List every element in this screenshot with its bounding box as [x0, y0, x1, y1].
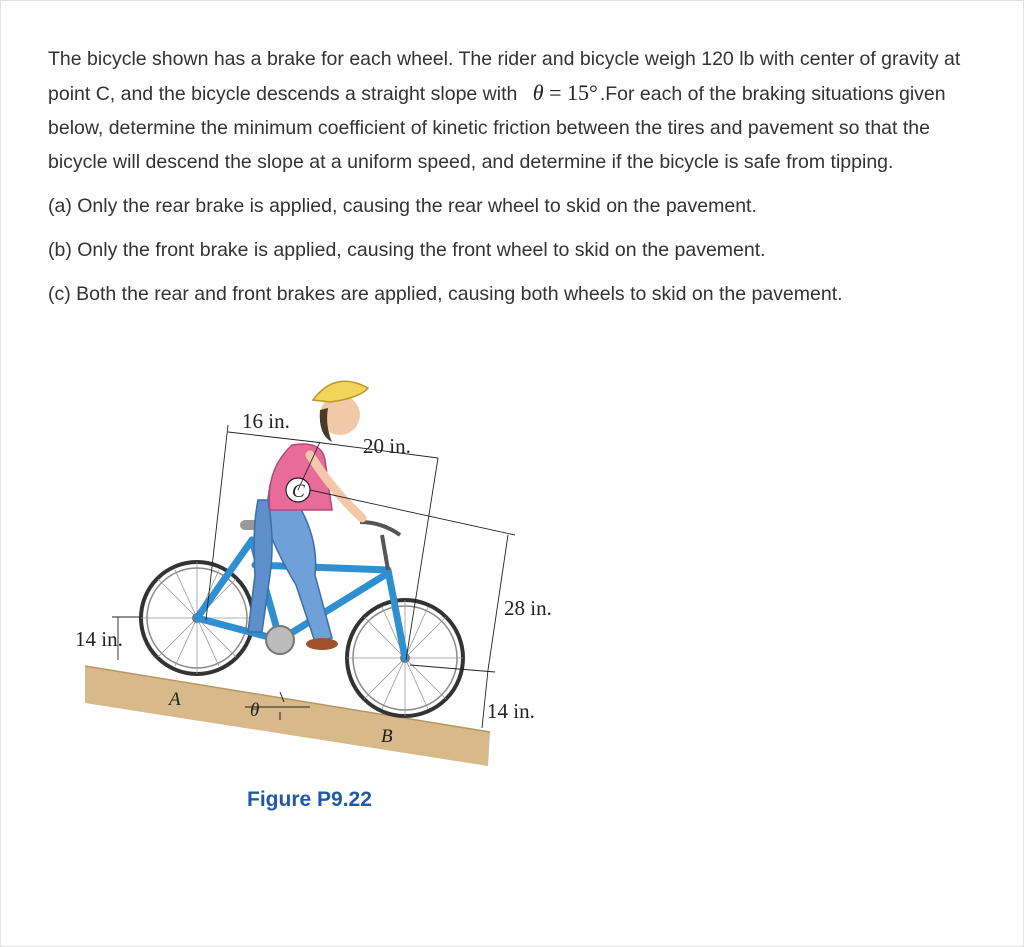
label-16-in: 16 in. — [242, 409, 290, 433]
part-b: (b) Only the front brake is applied, causing the front wheel to skid on the pavement. — [48, 239, 766, 261]
point-a-label: A — [169, 689, 181, 710]
point-b-label: B — [381, 726, 393, 747]
part-c: (c) Both the rear and front brakes are applied, causing both wheels to skid on the pavement. — [48, 283, 843, 305]
dim-line-16 — [228, 432, 315, 442]
equals-sign: = — [549, 80, 562, 105]
chainring — [266, 626, 294, 654]
part-a: (a) Only the rear brake is applied, causing the rear wheel to skid on the pavement. — [48, 195, 757, 217]
label-14-in-left: 14 in. — [75, 627, 123, 651]
problem-statement — [48, 42, 978, 321]
handlebar — [360, 522, 400, 535]
angle-value: 15° — [567, 80, 598, 105]
intro-text-before: The bicycle shown has a brake for each wheel. The rider and bicycle weigh 120 lb with center of gravity at point C, and the bicycle descends a straight slope with — [48, 48, 961, 105]
theta-label: θ — [250, 700, 260, 721]
dim-line-cg-horizontal — [310, 490, 515, 535]
bicycle-diagram — [70, 370, 570, 780]
slope-ground — [85, 666, 490, 766]
label-20-in: 20 in. — [363, 434, 411, 458]
handlebar-stem — [382, 535, 388, 570]
theta-symbol: θ — [532, 80, 544, 105]
bicycle-figure — [70, 370, 570, 780]
rider-shoe — [306, 638, 338, 650]
label-14-in-right: 14 in. — [487, 699, 535, 723]
helmet-shape — [313, 381, 368, 402]
point-c-label: C — [292, 481, 305, 502]
figure-caption: Figure P9.22 — [247, 788, 372, 811]
label-28-in: 28 in. — [504, 596, 552, 620]
intro-text-after: .For each of the braking situations given below, determine the minimum coefficient of kinetic friction between the tires and pavement so that the bicycle will descend the slope at a uniform speed, and determine if the bicycle is safe from tipping. — [48, 83, 946, 173]
problem-intro — [48, 42, 978, 179]
rider-back-leg — [248, 500, 272, 632]
angle-math — [523, 80, 600, 105]
dim-line-ground-extension — [410, 665, 495, 672]
